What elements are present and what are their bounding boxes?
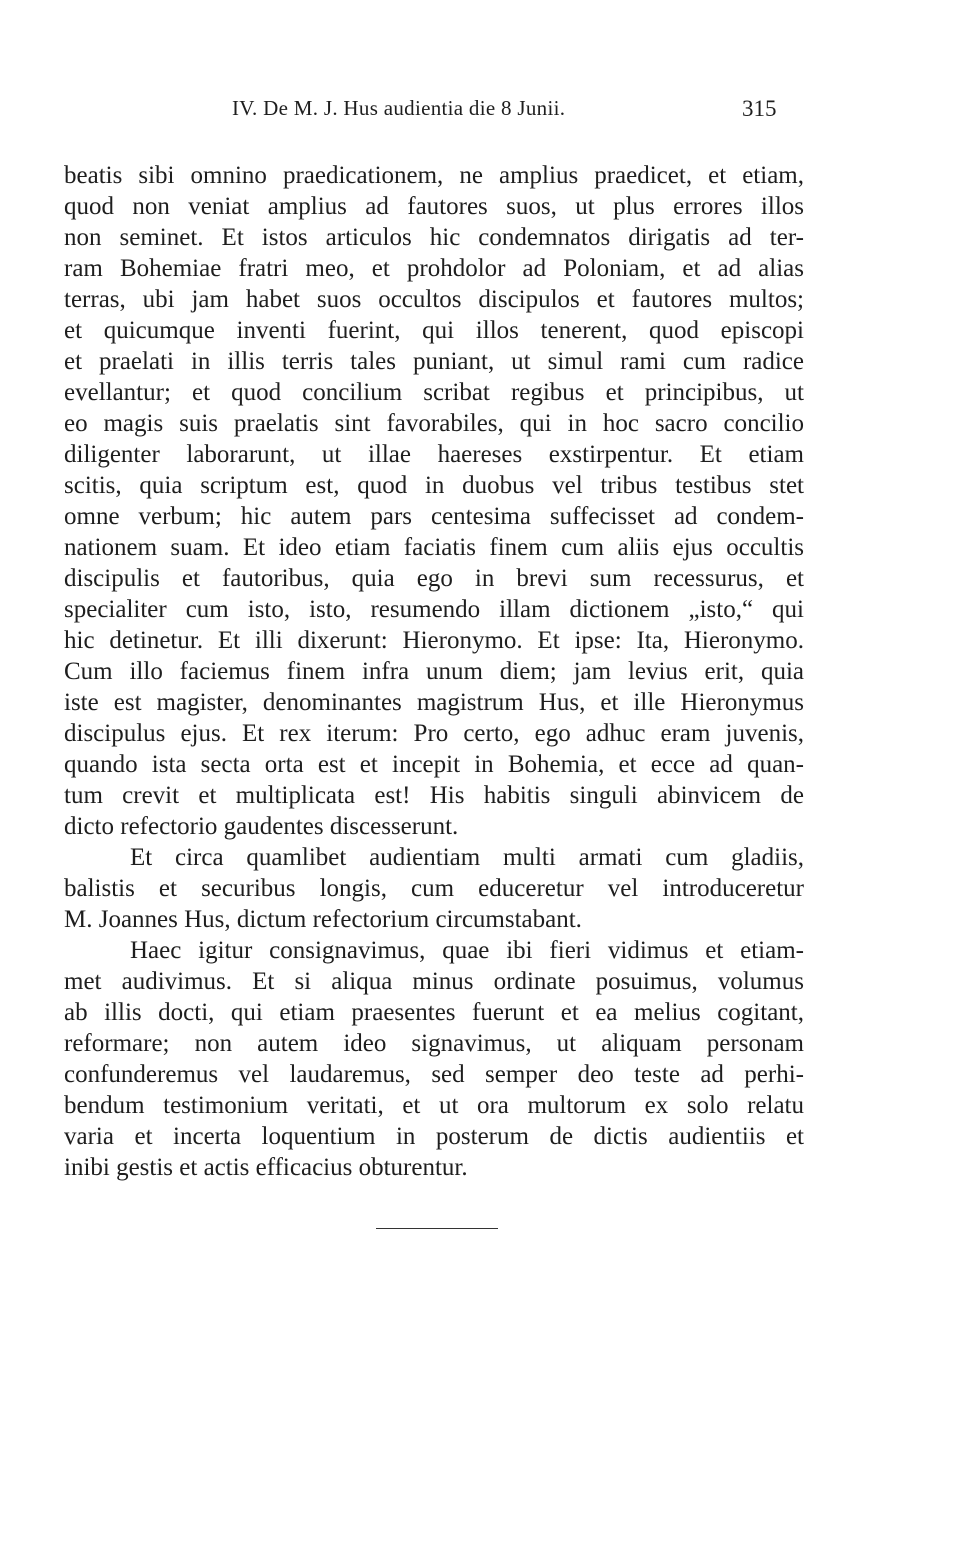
text-line: Cum illo faciemus finem infra unum diem; jam levius erit, quia <box>64 658 804 685</box>
text-line: omne verbum; hic autem pars centesima suffecisset ad condem- <box>64 503 804 530</box>
text-line: iste est magister, denominantes magistrum Hus, et ille Hieronymus <box>64 689 804 716</box>
text-line: ab illis docti, qui etiam praesentes fuerunt et ea melius cogitant, <box>64 999 804 1026</box>
text-line: eo magis suis praelatis sint favorabiles, qui in hoc sacro concilio <box>64 410 804 437</box>
page-number: 315 <box>742 96 777 121</box>
body-text <box>64 160 804 1183</box>
section-end-rule <box>376 1228 498 1229</box>
text-line: balistis et securibus longis, cum educeretur vel introduceretur <box>64 875 804 902</box>
text-line: bendum testimonium veritati, et ut ora multorum ex solo relatu <box>64 1092 804 1119</box>
text-line: discipulus ejus. Et rex iterum: Pro certo, ego adhuc eram juvenis, <box>64 720 804 747</box>
text-line: confunderemus vel laudaremus, sed semper deo teste ad perhi- <box>64 1061 804 1088</box>
text-line: et praelati in illis terris tales puniant, ut simul rami cum radice <box>64 348 804 375</box>
text-line: beatis sibi omnino praedicationem, ne amplius praedicet, et etiam, <box>64 162 804 189</box>
text-line: tum crevit et multiplicata est! His habitis singuli abinvicem de <box>64 782 804 809</box>
text-line: inibi gestis et actis efficacius obturentur. <box>64 1154 468 1181</box>
text-line: ram Bohemiae fratri meo, et prohdolor ad Poloniam, et ad alias <box>64 255 804 282</box>
paragraph-first-line: Haec igitur consignavimus, quae ibi fieri vidimus et etiam- <box>130 937 804 964</box>
text-line: et quicumque inventi fuerint, qui illos tenerent, quod episcopi <box>64 317 804 344</box>
running-title: IV. De M. J. Hus audientia die 8 Junii. <box>232 96 566 120</box>
text-line: diligenter laborarunt, ut illae haereses exstirpentur. Et etiam <box>64 441 804 468</box>
text-line: met audivimus. Et si aliqua minus ordinate posuimus, volumus <box>64 968 804 995</box>
text-line: M. Joannes Hus, dictum refectorium circumstabant. <box>64 906 582 933</box>
text-line: quod non veniat amplius ad fautores suos, ut plus errores illos <box>64 193 804 220</box>
text-line: nationem suam. Et ideo etiam faciatis finem cum aliis ejus occultis <box>64 534 804 561</box>
text-line: non seminet. Et istos articulos hic condemnatos dirigatis ad ter- <box>64 224 804 251</box>
text-line: terras, ubi jam habet suos occultos discipulos et fautores multos; <box>64 286 804 313</box>
text-line: reformare; non autem ideo signavimus, ut aliquam personam <box>64 1030 804 1057</box>
paragraph-first-line: Et circa quamlibet audientiam multi armati cum gladiis, <box>130 844 804 871</box>
text-line: scitis, quia scriptum est, quod in duobus vel tribus testibus stet <box>64 472 804 499</box>
text-line: discipulis et fautoribus, quia ego in brevi sum recessurus, et <box>64 565 804 592</box>
text-line: varia et incerta loquentium in posterum de dictis audientiis et <box>64 1123 804 1150</box>
text-line: hic detinetur. Et illi dixerunt: Hieronymo. Et ipse: Ita, Hieronymo. <box>64 627 804 654</box>
text-line: quando ista secta orta est et incepit in Bohemia, et ecce ad quan- <box>64 751 804 778</box>
text-line: evellantur; et quod concilium scribat regibus et principibus, ut <box>64 379 804 406</box>
text-line: dicto refectorio gaudentes discesserunt. <box>64 813 459 840</box>
text-line: specialiter cum isto, isto, resumendo illam dictionem „isto,“ qui <box>64 596 804 623</box>
